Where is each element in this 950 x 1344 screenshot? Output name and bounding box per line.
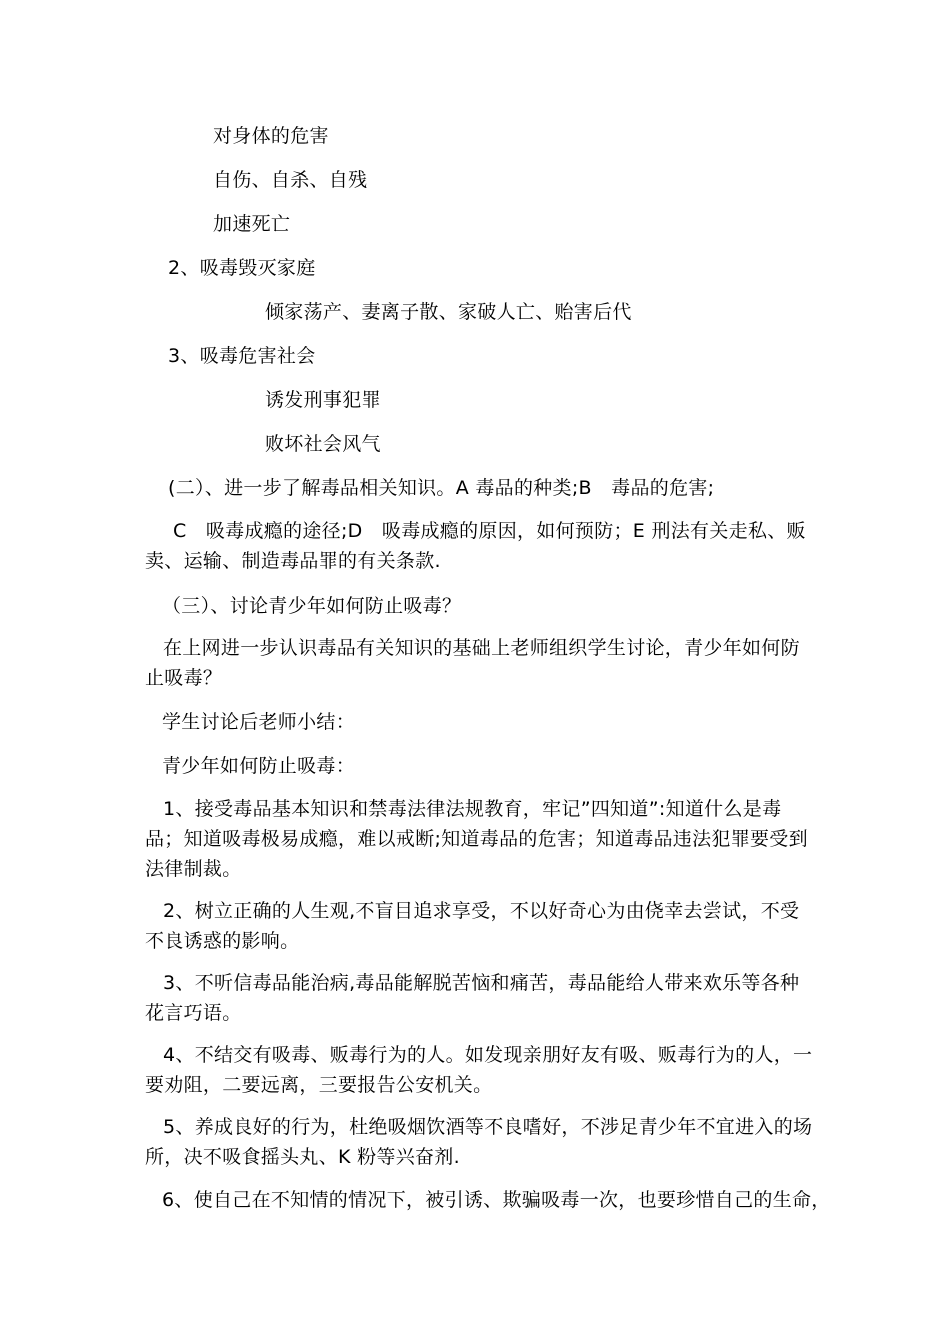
- paragraph-line: 2、树立正确的人生观,不盲目追求享受，不以好奇心为由侥幸去尝试，不受: [163, 900, 800, 922]
- section-heading: (二）、进一步了解毒品相关知识。A 毒品的种类;B 毒品的危害;: [168, 477, 715, 499]
- paragraph-line: 卖、运输、制造毒品罪的有关条款.: [145, 550, 441, 572]
- paragraph-line: 5、养成良好的行为，杜绝吸烟饮酒等不良嗜好，不涉足青少年不宜进入的场: [163, 1116, 813, 1138]
- text-line: 对身体的危害: [213, 125, 329, 147]
- paragraph: [145, 516, 825, 576]
- paragraph-line: 所，决不吸食摇头丸、K 粉等兴奋剂.: [145, 1146, 460, 1168]
- section-heading: （三）、讨论青少年如何防止吸毒？: [162, 595, 462, 617]
- paragraph-line: 品；知道吸毒极易成瘾，难以戒断;知道毒品的危害；知道毒品违法犯罪要受到: [145, 828, 808, 850]
- paragraph: [145, 1112, 825, 1172]
- paragraph-line: 花言巧语。: [145, 1002, 242, 1024]
- paragraph-line: 3、不听信毒品能治病,毒品能解脱苦恼和痛苦，毒品能给人带来欢乐等各种: [163, 972, 800, 994]
- text-line: 自伤、自杀、自残: [213, 169, 368, 191]
- paragraph: [145, 1040, 825, 1100]
- paragraph: [145, 633, 825, 693]
- paragraph-line: C 吸毒成瘾的途径;D 吸毒成瘾的原因，如何预防；E 刑法有关走私、贩: [173, 520, 806, 542]
- section-heading: 2、吸毒毁灭家庭: [168, 257, 316, 279]
- text-line: 青少年如何防止吸毒：: [162, 755, 356, 777]
- text-line: 诱发刑事犯罪: [265, 389, 381, 411]
- text-line: 6、使自己在不知情的情况下，被引诱、欺骗吸毒一次，也要珍惜自己的生命，: [162, 1189, 831, 1211]
- text-line: 倾家荡产、妻离子散、家破人亡、贻害后代: [265, 301, 632, 323]
- paragraph-line: 要劝阻，二要远离，三要报告公安机关。: [145, 1074, 493, 1096]
- text-line: 败坏社会风气: [265, 433, 381, 455]
- section-heading: 3、吸毒危害社会: [168, 345, 316, 367]
- paragraph-line: 在上网进一步认识毒品有关知识的基础上老师组织学生讨论，青少年如何防: [163, 637, 800, 659]
- paragraph-line: 不良诱惑的影响。: [145, 930, 300, 952]
- text-line: 学生讨论后老师小结：: [162, 711, 356, 733]
- paragraph-line: 1、接受毒品基本知识和禁毒法律法规教育，牢记”四知道”:知道什么是毒: [163, 798, 782, 820]
- paragraph: [145, 794, 825, 884]
- text-line: 加速死亡: [213, 213, 291, 235]
- paragraph-line: 法律制裁。: [145, 858, 242, 880]
- paragraph-line: 止吸毒？: [145, 667, 223, 689]
- paragraph: [145, 968, 825, 1028]
- paragraph-line: 4、不结交有吸毒、贩毒行为的人。如发现亲朋好友有吸、贩毒行为的人，一: [163, 1044, 813, 1066]
- paragraph: [145, 896, 825, 956]
